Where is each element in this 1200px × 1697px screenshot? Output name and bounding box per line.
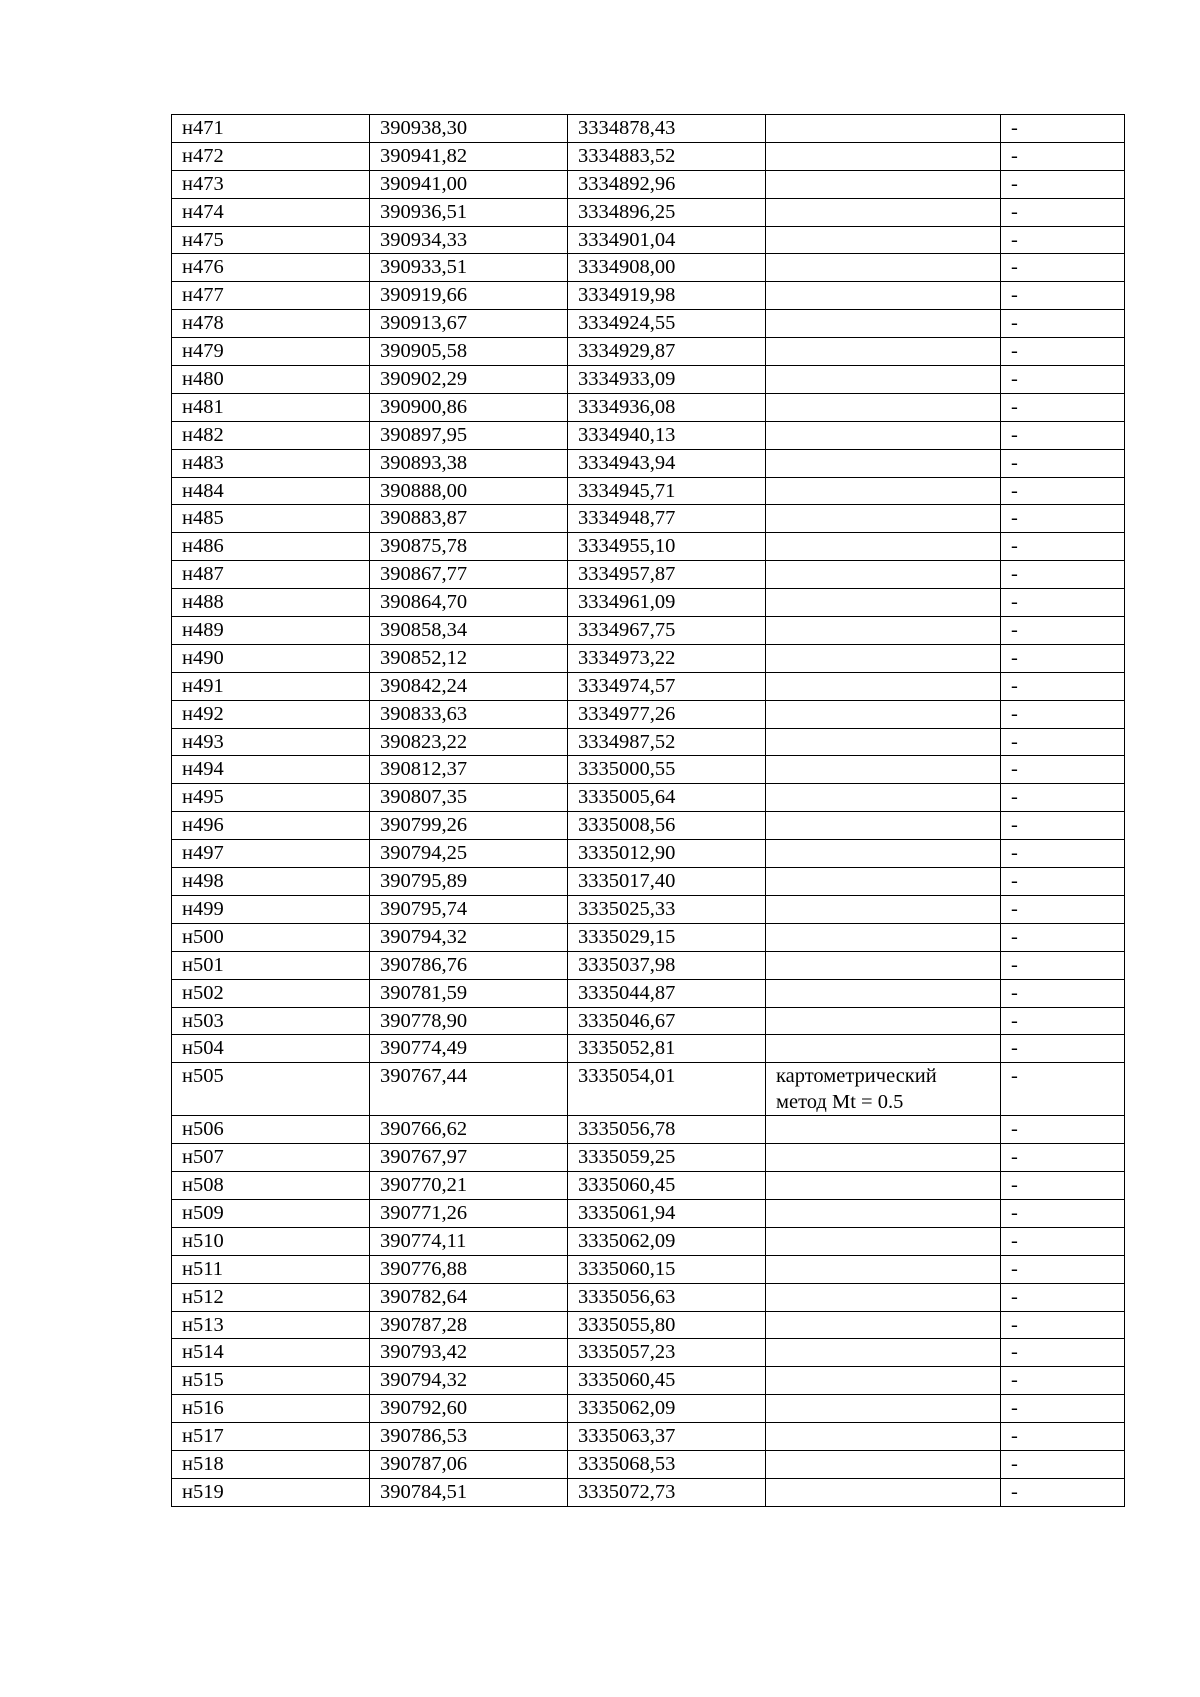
y-coordinate-cell: 3334883,52 xyxy=(568,142,766,170)
accuracy-cell: - xyxy=(1001,449,1125,477)
method-cell xyxy=(766,115,1001,143)
y-coordinate-cell: 3335063,37 xyxy=(568,1423,766,1451)
table-row xyxy=(172,1395,1125,1423)
y-coordinate-cell: 3335060,45 xyxy=(568,1172,766,1200)
method-cell xyxy=(766,1450,1001,1478)
point-id-cell: н506 xyxy=(172,1116,370,1144)
y-coordinate-cell: 3335061,94 xyxy=(568,1199,766,1227)
accuracy-cell: - xyxy=(1001,672,1125,700)
method-cell xyxy=(766,170,1001,198)
point-id-cell: н519 xyxy=(172,1478,370,1506)
point-id-cell: н472 xyxy=(172,142,370,170)
point-id-cell: н504 xyxy=(172,1035,370,1063)
x-coordinate-cell: 390795,89 xyxy=(370,868,568,896)
y-coordinate-cell: 3334878,43 xyxy=(568,115,766,143)
point-id-cell: н499 xyxy=(172,895,370,923)
x-coordinate-cell: 390786,53 xyxy=(370,1423,568,1451)
method-cell xyxy=(766,1227,1001,1255)
table-row xyxy=(172,895,1125,923)
table-row xyxy=(172,477,1125,505)
y-coordinate-cell: 3335059,25 xyxy=(568,1144,766,1172)
y-coordinate-cell: 3335017,40 xyxy=(568,868,766,896)
x-coordinate-cell: 390875,78 xyxy=(370,533,568,561)
accuracy-cell: - xyxy=(1001,756,1125,784)
method-cell xyxy=(766,784,1001,812)
point-id-cell: н482 xyxy=(172,421,370,449)
table-row xyxy=(172,784,1125,812)
x-coordinate-cell: 390778,90 xyxy=(370,1007,568,1035)
accuracy-cell: - xyxy=(1001,421,1125,449)
x-coordinate-cell: 390883,87 xyxy=(370,505,568,533)
x-coordinate-cell: 390794,32 xyxy=(370,1367,568,1395)
table-row xyxy=(172,1423,1125,1451)
table-body xyxy=(172,115,1125,1507)
x-coordinate-cell: 390842,24 xyxy=(370,672,568,700)
method-cell xyxy=(766,617,1001,645)
point-id-cell: н473 xyxy=(172,170,370,198)
table-row xyxy=(172,115,1125,143)
y-coordinate-cell: 3335029,15 xyxy=(568,923,766,951)
x-coordinate-cell: 390812,37 xyxy=(370,756,568,784)
accuracy-cell: - xyxy=(1001,1423,1125,1451)
y-coordinate-cell: 3334892,96 xyxy=(568,170,766,198)
accuracy-cell: - xyxy=(1001,644,1125,672)
accuracy-cell: - xyxy=(1001,1283,1125,1311)
table-row xyxy=(172,366,1125,394)
x-coordinate-cell: 390867,77 xyxy=(370,561,568,589)
x-coordinate-cell: 390794,32 xyxy=(370,923,568,951)
y-coordinate-cell: 3335056,63 xyxy=(568,1283,766,1311)
point-id-cell: н484 xyxy=(172,477,370,505)
table-row xyxy=(172,170,1125,198)
point-id-cell: н485 xyxy=(172,505,370,533)
point-id-cell: н496 xyxy=(172,812,370,840)
point-id-cell: н493 xyxy=(172,728,370,756)
point-id-cell: н483 xyxy=(172,449,370,477)
y-coordinate-cell: 3335044,87 xyxy=(568,979,766,1007)
point-id-cell: н500 xyxy=(172,923,370,951)
x-coordinate-cell: 390933,51 xyxy=(370,254,568,282)
y-coordinate-cell: 3335055,80 xyxy=(568,1311,766,1339)
x-coordinate-cell: 390771,26 xyxy=(370,1199,568,1227)
y-coordinate-cell: 3335057,23 xyxy=(568,1339,766,1367)
x-coordinate-cell: 390858,34 xyxy=(370,617,568,645)
x-coordinate-cell: 390936,51 xyxy=(370,198,568,226)
method-cell xyxy=(766,1311,1001,1339)
y-coordinate-cell: 3334977,26 xyxy=(568,700,766,728)
x-coordinate-cell: 390919,66 xyxy=(370,282,568,310)
accuracy-cell: - xyxy=(1001,589,1125,617)
method-cell xyxy=(766,672,1001,700)
point-id-cell: н477 xyxy=(172,282,370,310)
x-coordinate-cell: 390833,63 xyxy=(370,700,568,728)
point-id-cell: н490 xyxy=(172,644,370,672)
accuracy-cell: - xyxy=(1001,951,1125,979)
table-row xyxy=(172,1116,1125,1144)
method-cell xyxy=(766,421,1001,449)
method-cell xyxy=(766,282,1001,310)
y-coordinate-cell: 3334943,94 xyxy=(568,449,766,477)
point-id-cell: н478 xyxy=(172,310,370,338)
table-row xyxy=(172,868,1125,896)
x-coordinate-cell: 390784,51 xyxy=(370,1478,568,1506)
point-id-cell: н505 xyxy=(172,1063,370,1116)
y-coordinate-cell: 3334987,52 xyxy=(568,728,766,756)
point-id-cell: н479 xyxy=(172,338,370,366)
method-cell xyxy=(766,1007,1001,1035)
accuracy-cell: - xyxy=(1001,254,1125,282)
accuracy-cell: - xyxy=(1001,1227,1125,1255)
table-row xyxy=(172,840,1125,868)
method-cell xyxy=(766,1367,1001,1395)
y-coordinate-cell: 3335062,09 xyxy=(568,1227,766,1255)
point-id-cell: н487 xyxy=(172,561,370,589)
y-coordinate-cell: 3335062,09 xyxy=(568,1395,766,1423)
x-coordinate-cell: 390941,82 xyxy=(370,142,568,170)
table-row xyxy=(172,1144,1125,1172)
accuracy-cell: - xyxy=(1001,1450,1125,1478)
point-id-cell: н474 xyxy=(172,198,370,226)
method-cell xyxy=(766,756,1001,784)
point-id-cell: н497 xyxy=(172,840,370,868)
y-coordinate-cell: 3335008,56 xyxy=(568,812,766,840)
x-coordinate-cell: 390864,70 xyxy=(370,589,568,617)
accuracy-cell: - xyxy=(1001,1199,1125,1227)
point-id-cell: н480 xyxy=(172,366,370,394)
accuracy-cell: - xyxy=(1001,895,1125,923)
y-coordinate-cell: 3334933,09 xyxy=(568,366,766,394)
method-cell xyxy=(766,449,1001,477)
x-coordinate-cell: 390795,74 xyxy=(370,895,568,923)
accuracy-cell: - xyxy=(1001,1007,1125,1035)
accuracy-cell: - xyxy=(1001,923,1125,951)
y-coordinate-cell: 3335025,33 xyxy=(568,895,766,923)
x-coordinate-cell: 390767,44 xyxy=(370,1063,568,1116)
y-coordinate-cell: 3334929,87 xyxy=(568,338,766,366)
table-row xyxy=(172,533,1125,561)
method-cell xyxy=(766,310,1001,338)
table-row xyxy=(172,756,1125,784)
point-id-cell: н513 xyxy=(172,1311,370,1339)
x-coordinate-cell: 390900,86 xyxy=(370,393,568,421)
y-coordinate-cell: 3334924,55 xyxy=(568,310,766,338)
point-id-cell: н516 xyxy=(172,1395,370,1423)
accuracy-cell: - xyxy=(1001,226,1125,254)
table-row xyxy=(172,589,1125,617)
table-row xyxy=(172,1478,1125,1506)
x-coordinate-cell: 390938,30 xyxy=(370,115,568,143)
accuracy-cell: - xyxy=(1001,282,1125,310)
table-row xyxy=(172,1339,1125,1367)
coordinates-table xyxy=(171,114,1125,1507)
y-coordinate-cell: 3334961,09 xyxy=(568,589,766,617)
method-cell xyxy=(766,1478,1001,1506)
accuracy-cell: - xyxy=(1001,840,1125,868)
point-id-cell: н494 xyxy=(172,756,370,784)
accuracy-cell: - xyxy=(1001,812,1125,840)
point-id-cell: н486 xyxy=(172,533,370,561)
accuracy-cell: - xyxy=(1001,979,1125,1007)
method-cell xyxy=(766,589,1001,617)
method-cell xyxy=(766,1144,1001,1172)
y-coordinate-cell: 3334945,71 xyxy=(568,477,766,505)
table-row xyxy=(172,644,1125,672)
accuracy-cell: - xyxy=(1001,561,1125,589)
accuracy-cell: - xyxy=(1001,728,1125,756)
y-coordinate-cell: 3335054,01 xyxy=(568,1063,766,1116)
accuracy-cell: - xyxy=(1001,1478,1125,1506)
table-row xyxy=(172,728,1125,756)
point-id-cell: н489 xyxy=(172,617,370,645)
method-cell xyxy=(766,1395,1001,1423)
accuracy-cell: - xyxy=(1001,617,1125,645)
method-cell xyxy=(766,226,1001,254)
table-row xyxy=(172,979,1125,1007)
accuracy-cell: - xyxy=(1001,1311,1125,1339)
y-coordinate-cell: 3334901,04 xyxy=(568,226,766,254)
point-id-cell: н498 xyxy=(172,868,370,896)
table-row xyxy=(172,617,1125,645)
method-cell xyxy=(766,198,1001,226)
table-row xyxy=(172,1450,1125,1478)
y-coordinate-cell: 3335037,98 xyxy=(568,951,766,979)
table-row xyxy=(172,310,1125,338)
table-row xyxy=(172,1227,1125,1255)
method-cell xyxy=(766,1199,1001,1227)
y-coordinate-cell: 3334974,57 xyxy=(568,672,766,700)
method-cell xyxy=(766,505,1001,533)
table-row xyxy=(172,1255,1125,1283)
x-coordinate-cell: 390787,06 xyxy=(370,1450,568,1478)
y-coordinate-cell: 3334936,08 xyxy=(568,393,766,421)
method-cell xyxy=(766,142,1001,170)
point-id-cell: н518 xyxy=(172,1450,370,1478)
x-coordinate-cell: 390793,42 xyxy=(370,1339,568,1367)
x-coordinate-cell: 390807,35 xyxy=(370,784,568,812)
x-coordinate-cell: 390913,67 xyxy=(370,310,568,338)
accuracy-cell: - xyxy=(1001,1063,1125,1116)
x-coordinate-cell: 390897,95 xyxy=(370,421,568,449)
x-coordinate-cell: 390799,26 xyxy=(370,812,568,840)
point-id-cell: н512 xyxy=(172,1283,370,1311)
method-cell xyxy=(766,644,1001,672)
x-coordinate-cell: 390792,60 xyxy=(370,1395,568,1423)
point-id-cell: н495 xyxy=(172,784,370,812)
point-id-cell: н515 xyxy=(172,1367,370,1395)
table-row xyxy=(172,505,1125,533)
y-coordinate-cell: 3335012,90 xyxy=(568,840,766,868)
x-coordinate-cell: 390852,12 xyxy=(370,644,568,672)
point-id-cell: н509 xyxy=(172,1199,370,1227)
method-cell xyxy=(766,366,1001,394)
table-row xyxy=(172,449,1125,477)
x-coordinate-cell: 390787,28 xyxy=(370,1311,568,1339)
table-row xyxy=(172,1007,1125,1035)
method-cell xyxy=(766,728,1001,756)
point-id-cell: н517 xyxy=(172,1423,370,1451)
y-coordinate-cell: 3334957,87 xyxy=(568,561,766,589)
method-cell xyxy=(766,477,1001,505)
point-id-cell: н510 xyxy=(172,1227,370,1255)
x-coordinate-cell: 390767,97 xyxy=(370,1144,568,1172)
table-row xyxy=(172,1035,1125,1063)
accuracy-cell: - xyxy=(1001,505,1125,533)
y-coordinate-cell: 3334919,98 xyxy=(568,282,766,310)
method-cell xyxy=(766,1339,1001,1367)
y-coordinate-cell: 3334896,25 xyxy=(568,198,766,226)
table-row xyxy=(172,198,1125,226)
method-cell xyxy=(766,979,1001,1007)
accuracy-cell: - xyxy=(1001,868,1125,896)
method-cell xyxy=(766,895,1001,923)
method-cell xyxy=(766,1116,1001,1144)
method-cell xyxy=(766,1255,1001,1283)
table-row xyxy=(172,421,1125,449)
point-id-cell: н471 xyxy=(172,115,370,143)
method-cell xyxy=(766,700,1001,728)
accuracy-cell: - xyxy=(1001,142,1125,170)
x-coordinate-cell: 390766,62 xyxy=(370,1116,568,1144)
accuracy-cell: - xyxy=(1001,366,1125,394)
x-coordinate-cell: 390794,25 xyxy=(370,840,568,868)
point-id-cell: н488 xyxy=(172,589,370,617)
accuracy-cell: - xyxy=(1001,477,1125,505)
point-id-cell: н514 xyxy=(172,1339,370,1367)
x-coordinate-cell: 390902,29 xyxy=(370,366,568,394)
point-id-cell: н502 xyxy=(172,979,370,1007)
table-row xyxy=(172,1283,1125,1311)
x-coordinate-cell: 390934,33 xyxy=(370,226,568,254)
x-coordinate-cell: 390905,58 xyxy=(370,338,568,366)
accuracy-cell: - xyxy=(1001,1035,1125,1063)
x-coordinate-cell: 390786,76 xyxy=(370,951,568,979)
table-row xyxy=(172,951,1125,979)
accuracy-cell: - xyxy=(1001,170,1125,198)
table-row xyxy=(172,393,1125,421)
y-coordinate-cell: 3334973,22 xyxy=(568,644,766,672)
accuracy-cell: - xyxy=(1001,700,1125,728)
method-cell xyxy=(766,1172,1001,1200)
method-cell xyxy=(766,951,1001,979)
point-id-cell: н507 xyxy=(172,1144,370,1172)
x-coordinate-cell: 390893,38 xyxy=(370,449,568,477)
x-coordinate-cell: 390782,64 xyxy=(370,1283,568,1311)
y-coordinate-cell: 3334955,10 xyxy=(568,533,766,561)
method-cell xyxy=(766,1423,1001,1451)
table-row xyxy=(172,338,1125,366)
point-id-cell: н503 xyxy=(172,1007,370,1035)
x-coordinate-cell: 390770,21 xyxy=(370,1172,568,1200)
point-id-cell: н501 xyxy=(172,951,370,979)
table-row xyxy=(172,812,1125,840)
table-row xyxy=(172,1367,1125,1395)
y-coordinate-cell: 3335068,53 xyxy=(568,1450,766,1478)
y-coordinate-cell: 3335000,55 xyxy=(568,756,766,784)
method-cell xyxy=(766,812,1001,840)
table-row xyxy=(172,254,1125,282)
method-cell xyxy=(766,1283,1001,1311)
table-row xyxy=(172,226,1125,254)
method-cell xyxy=(766,338,1001,366)
y-coordinate-cell: 3335052,81 xyxy=(568,1035,766,1063)
table-row xyxy=(172,700,1125,728)
table-row xyxy=(172,1311,1125,1339)
method-cell xyxy=(766,561,1001,589)
y-coordinate-cell: 3334967,75 xyxy=(568,617,766,645)
x-coordinate-cell: 390774,11 xyxy=(370,1227,568,1255)
accuracy-cell: - xyxy=(1001,393,1125,421)
table-row xyxy=(172,142,1125,170)
x-coordinate-cell: 390774,49 xyxy=(370,1035,568,1063)
table-row xyxy=(172,1063,1125,1116)
method-cell xyxy=(766,393,1001,421)
accuracy-cell: - xyxy=(1001,1339,1125,1367)
y-coordinate-cell: 3335072,73 xyxy=(568,1478,766,1506)
method-cell xyxy=(766,254,1001,282)
method-cell xyxy=(766,840,1001,868)
point-id-cell: н475 xyxy=(172,226,370,254)
accuracy-cell: - xyxy=(1001,198,1125,226)
y-coordinate-cell: 3335056,78 xyxy=(568,1116,766,1144)
table-row xyxy=(172,672,1125,700)
table-row xyxy=(172,1199,1125,1227)
accuracy-cell: - xyxy=(1001,310,1125,338)
point-id-cell: н508 xyxy=(172,1172,370,1200)
point-id-cell: н492 xyxy=(172,700,370,728)
accuracy-cell: - xyxy=(1001,1255,1125,1283)
table-row xyxy=(172,923,1125,951)
point-id-cell: н491 xyxy=(172,672,370,700)
accuracy-cell: - xyxy=(1001,1172,1125,1200)
y-coordinate-cell: 3335046,67 xyxy=(568,1007,766,1035)
method-cell xyxy=(766,1035,1001,1063)
table-row xyxy=(172,1172,1125,1200)
x-coordinate-cell: 390888,00 xyxy=(370,477,568,505)
x-coordinate-cell: 390776,88 xyxy=(370,1255,568,1283)
accuracy-cell: - xyxy=(1001,784,1125,812)
table-row xyxy=(172,282,1125,310)
table-row xyxy=(172,561,1125,589)
method-cell: картометрический метод Mt = 0.5 xyxy=(766,1063,1001,1116)
point-id-cell: н481 xyxy=(172,393,370,421)
x-coordinate-cell: 390941,00 xyxy=(370,170,568,198)
accuracy-cell: - xyxy=(1001,1367,1125,1395)
x-coordinate-cell: 390781,59 xyxy=(370,979,568,1007)
accuracy-cell: - xyxy=(1001,533,1125,561)
y-coordinate-cell: 3335060,45 xyxy=(568,1367,766,1395)
accuracy-cell: - xyxy=(1001,338,1125,366)
y-coordinate-cell: 3335060,15 xyxy=(568,1255,766,1283)
method-cell xyxy=(766,923,1001,951)
y-coordinate-cell: 3335005,64 xyxy=(568,784,766,812)
method-cell xyxy=(766,868,1001,896)
x-coordinate-cell: 390823,22 xyxy=(370,728,568,756)
accuracy-cell: - xyxy=(1001,1395,1125,1423)
accuracy-cell: - xyxy=(1001,115,1125,143)
accuracy-cell: - xyxy=(1001,1116,1125,1144)
method-cell xyxy=(766,533,1001,561)
point-id-cell: н511 xyxy=(172,1255,370,1283)
accuracy-cell: - xyxy=(1001,1144,1125,1172)
y-coordinate-cell: 3334940,13 xyxy=(568,421,766,449)
point-id-cell: н476 xyxy=(172,254,370,282)
y-coordinate-cell: 3334948,77 xyxy=(568,505,766,533)
y-coordinate-cell: 3334908,00 xyxy=(568,254,766,282)
